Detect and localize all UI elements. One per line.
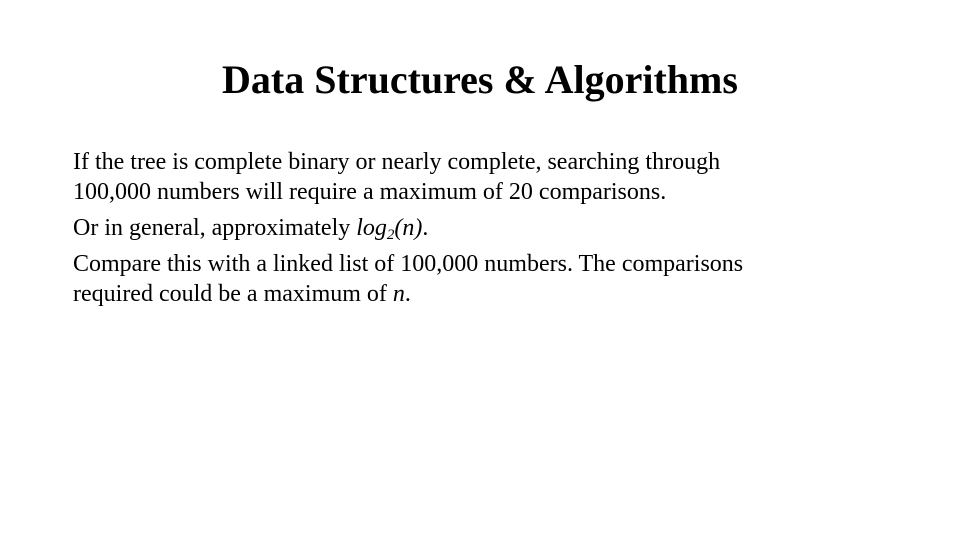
paragraph-text: Or in general, approximately bbox=[73, 215, 357, 241]
paragraph-linked-list bbox=[73, 249, 893, 309]
variable-n: n bbox=[392, 281, 405, 307]
slide-title: Data Structures & Algorithms bbox=[222, 57, 738, 102]
log-base: 2 bbox=[386, 227, 395, 243]
slide-body bbox=[73, 147, 893, 315]
paragraph-text: . bbox=[422, 215, 429, 241]
paragraph-line bbox=[73, 279, 893, 309]
paragraph-log-general bbox=[73, 213, 893, 243]
paragraph-line: If the tree is complete binary or nearly complete, searching through bbox=[73, 149, 721, 175]
paragraph-text: . bbox=[404, 281, 411, 307]
log-function: log bbox=[356, 215, 387, 241]
paragraph-line: 100,000 numbers will require a maximum of 20 comparisons. bbox=[73, 179, 667, 205]
log-argument: (n) bbox=[394, 215, 423, 241]
paragraph-complete-tree bbox=[73, 147, 893, 207]
paragraph-text: required could be a maximum of bbox=[73, 281, 393, 307]
paragraph-line: Compare this with a linked list of 100,000 numbers. The comparisons bbox=[73, 251, 744, 277]
log-term bbox=[356, 215, 422, 241]
